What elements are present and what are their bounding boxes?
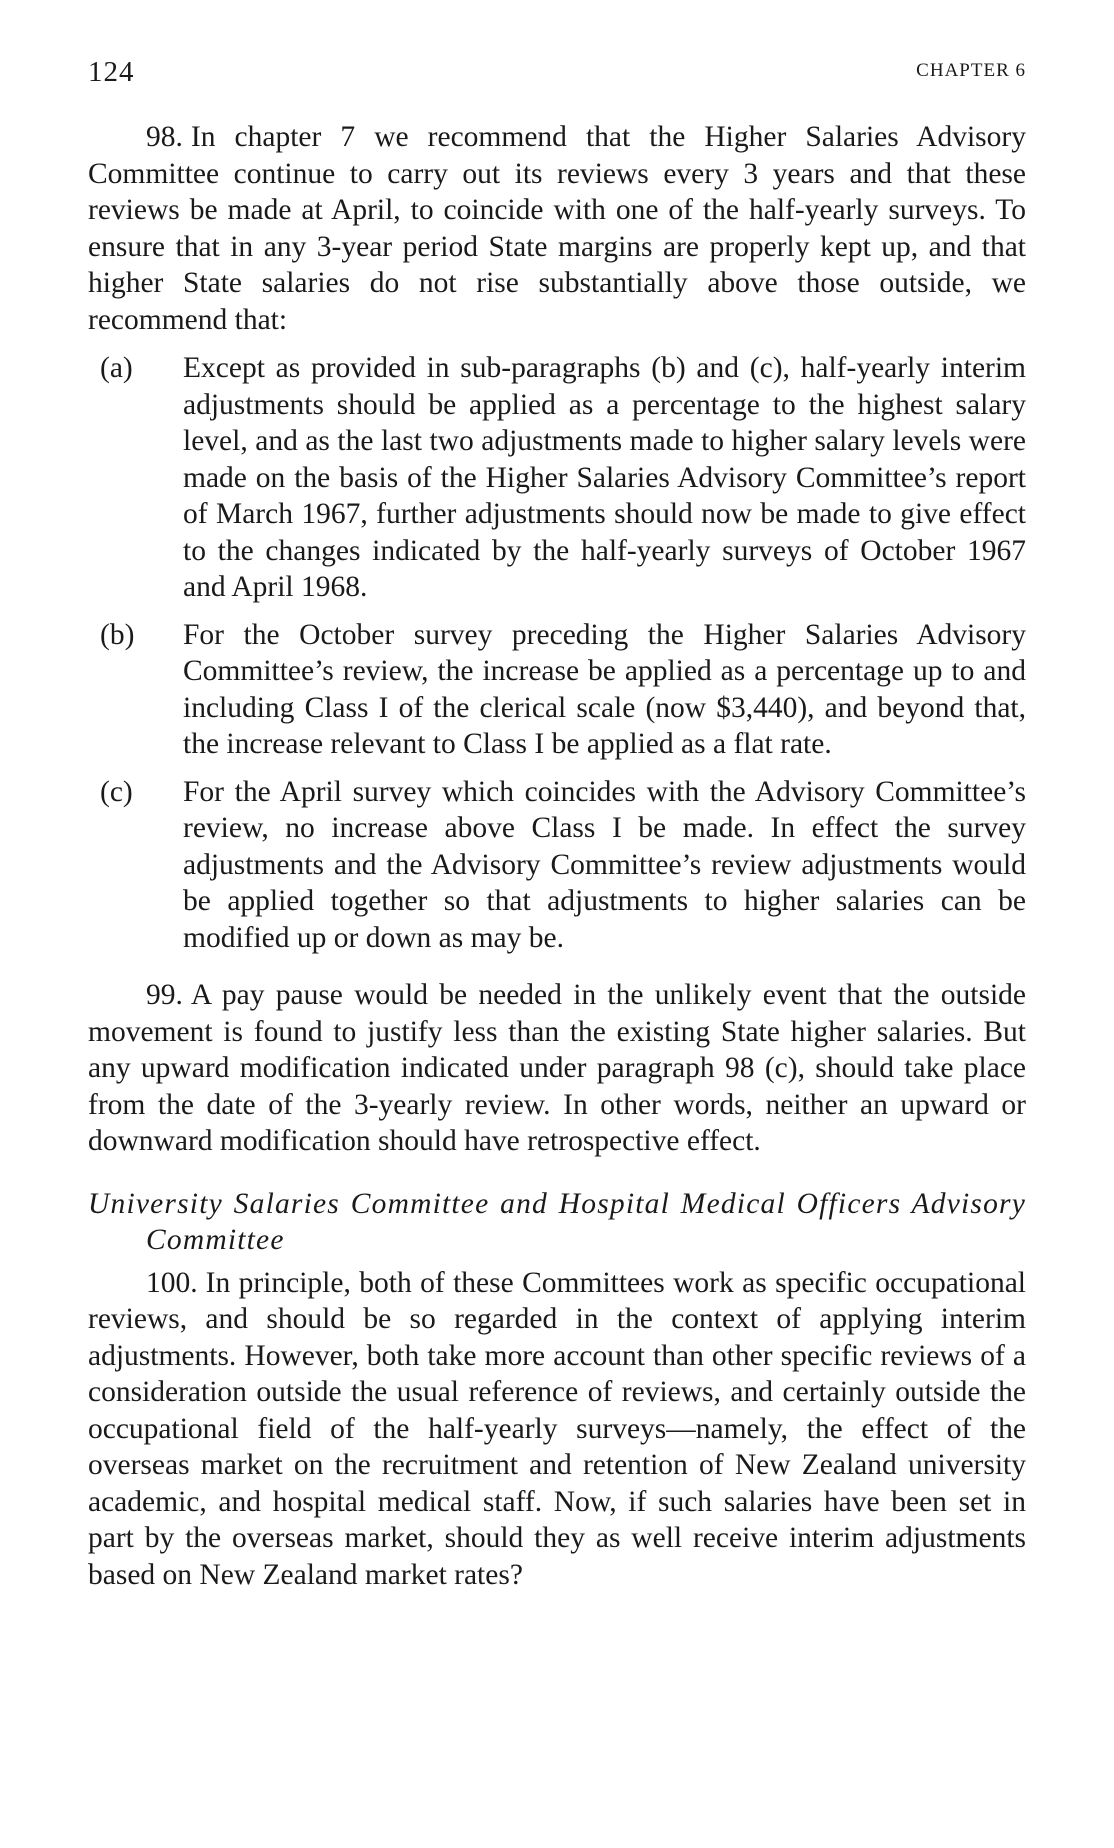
list-item-text: Except as provided in sub-paragraphs (b) and (c), half-yearly interim adjustments should be applied as a percentage to the highest salary level, and as the last two adjustments made to higher salary levels were made on the basis of the Higher Salaries Advisory Committee’s report of March 1967, further adjustments should now be made to give effect to the changes indicated by the half-yearly surveys of October 1967 and April 1968. — [183, 352, 1026, 603]
paragraph-text: In chapter 7 we recommend that the Higher Salaries Advisory Committee continue to carry out its reviews every 3 years and that these reviews be made at April, to coincide with one of the half-yearly surveys. To ensure that in any 3-year period State margins are properly kept up, and that higher State salaries do not rise substantially above those outside, we recommend that: — [88, 121, 1026, 336]
chapter-label: CHAPTER 6 — [916, 60, 1026, 81]
list-item-text: For the April survey which coincides with the Advisory Committee’s review, no increase above Class I be made. In effect the survey adjustments and the Advisory Committee’s review adjustments would be applied together so that adjustments to higher salaries can be modified up or down as may be. — [183, 775, 1026, 954]
section-heading: University Salaries Committee and Hospital Medical Officers Advisory Committee — [88, 1187, 1026, 1256]
paragraph-text: In principle, both of these Committees work as specific occupational reviews, and should be so regarded in the context of applying interim adjustments. However, both take more account than other specific reviews of a consideration outside the usual reference of reviews, and certainly outside the occupational field of the half-yearly surveys—namely, the effect of the overseas market on the recruitment and retention of New Zealand university academic, and hospital medical staff. Now, if such salaries have been set in part by the overseas market, should they as well receive interim adjustments based on New Zealand market rates? — [88, 1266, 1026, 1591]
paragraph-100 — [88, 1265, 1026, 1594]
running-head — [88, 40, 1026, 98]
paragraph-number: 99. — [146, 979, 183, 1011]
paragraph-number: 98. — [146, 121, 183, 153]
list-item-a — [88, 350, 1026, 606]
paragraph-99 — [88, 977, 1026, 1160]
list-item-c — [88, 774, 1026, 957]
list-marker: (a) — [100, 352, 133, 384]
page-number: 124 — [88, 56, 135, 88]
list-item-text: For the October survey preceding the Higher Salaries Advisory Committee’s review, the increase be applied as a percentage up to and including Class I of the clerical scale (now $3,440), and beyond that, the increase relevant to Class I be applied as a flat rate. — [183, 618, 1026, 760]
recommendation-list — [88, 350, 1026, 956]
list-marker: (b) — [100, 618, 135, 651]
list-item-b — [88, 617, 1026, 763]
paragraph-text: A pay pause would be needed in the unlikely event that the outside movement is found to justify less than the existing State higher salaries. But any upward modification indicated under paragraph 98 (c), should take place from the date of the 3-yearly review. In other words, neither an upward or downward modification should have retrospective effect. — [88, 979, 1026, 1157]
paragraph-98 — [88, 119, 1026, 338]
document-page — [88, 40, 1026, 1593]
paragraph-number: 100. — [146, 1266, 198, 1299]
list-marker: (c) — [100, 775, 133, 808]
